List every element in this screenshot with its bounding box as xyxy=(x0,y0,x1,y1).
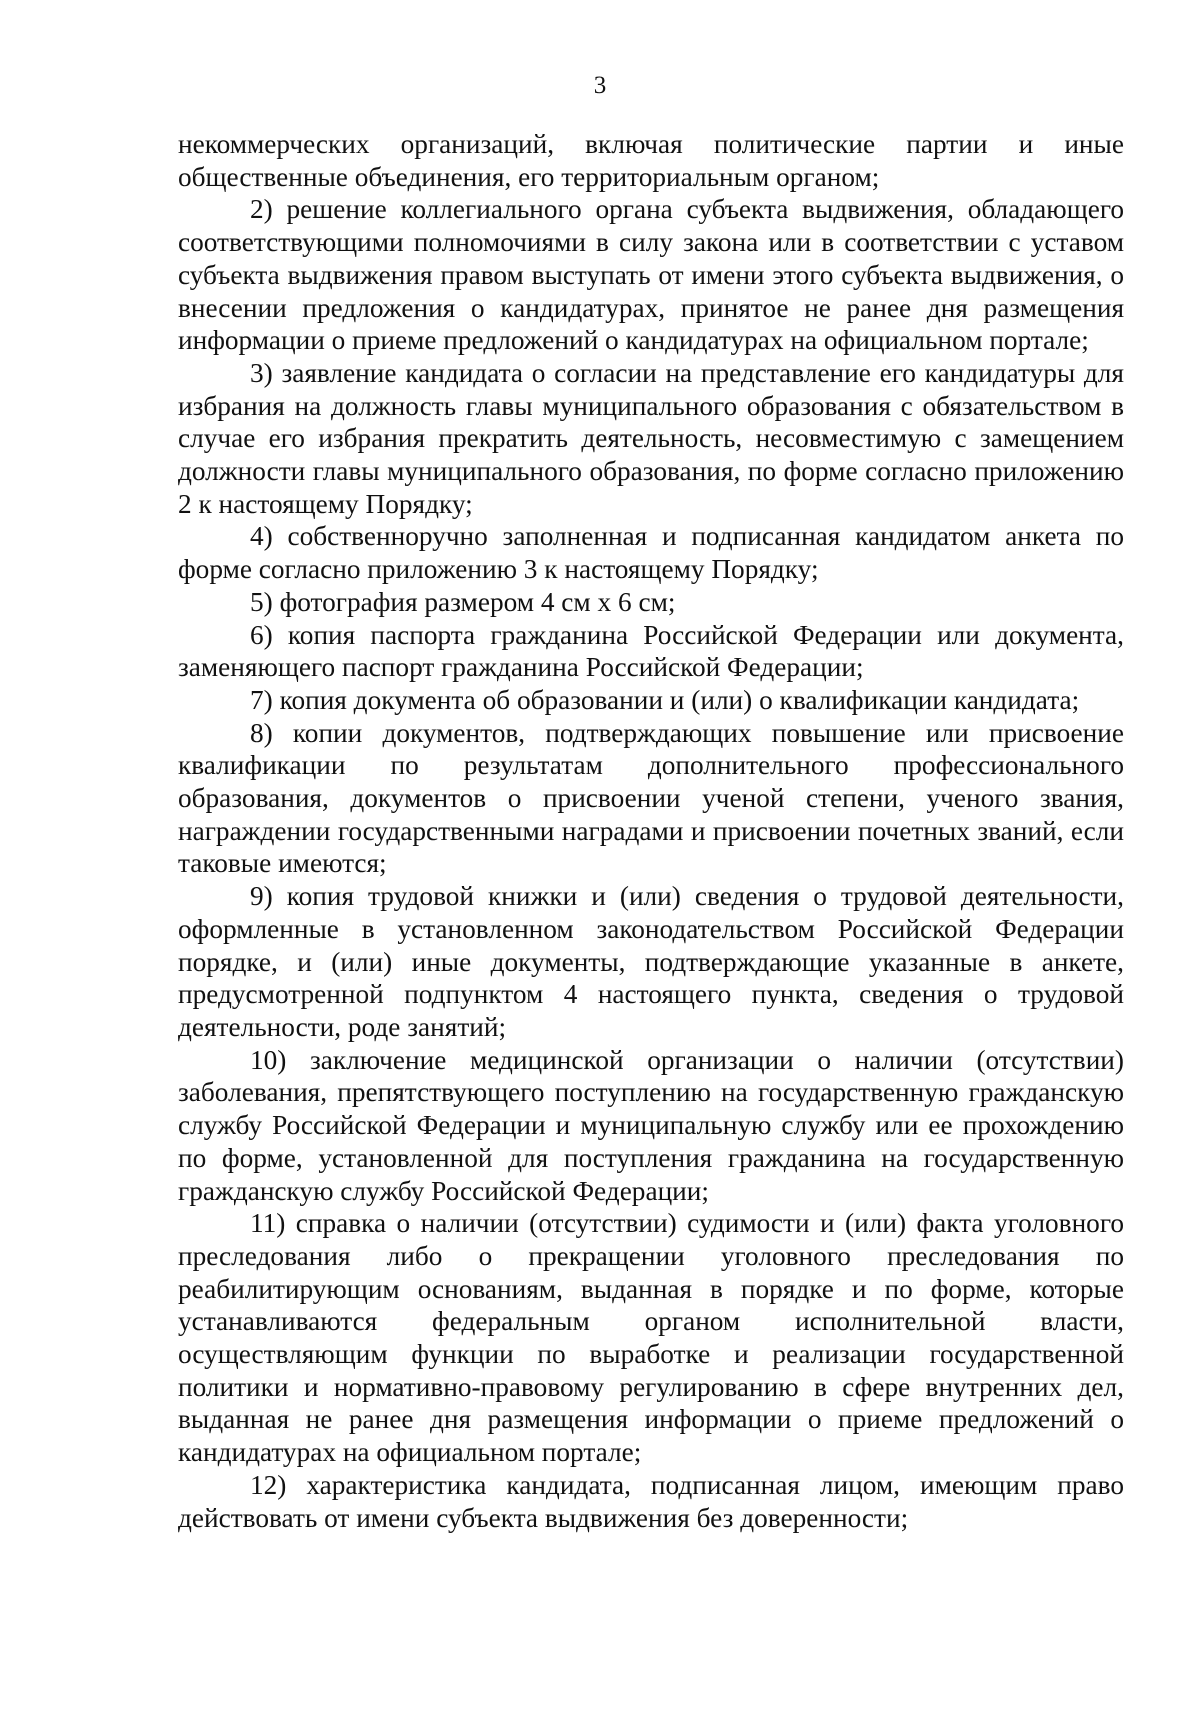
list-item-11: 11) справка о наличии (отсутствии) судимости и (или) факта уголовного преследования либо о прекращении уголовного преследования по реабилитирующим основаниям, выданная в порядке и по форме, которые устанавливаются федеральным органом исполнительной власти, осуществляющим функции по выработке и реализации государственной политики и нормативно-правовому регулированию в сфере внутренних дел, выданная не ранее дня размещения информации о приеме предложений о кандидатурах на официальном портале; xyxy=(178,1208,1124,1468)
list-item-9: 9) копия трудовой книжки и (или) сведения о трудовой деятельности, оформленные в установленном законодательством Российской Федерации порядке, и (или) иные документы, подтверждающие указанные в анкете, предусмотренной подпунктом 4 настоящего пункта, сведения о трудовой деятельности, роде занятий; xyxy=(178,881,1124,1042)
list-item-7: 7) копия документа об образовании и (или) о квалификации кандидата; xyxy=(250,684,1080,715)
paragraph-continuation: некоммерческих организаций, включая политические партии и иные общественные объединения, его территориальным органом; xyxy=(178,129,1124,192)
list-item-6: 6) копия паспорта гражданина Российской Федерации или документа, заменяющего паспорт гражданина Российской Федерации; xyxy=(178,619,1124,683)
list-item-4: 4) собственноручно заполненная и подписанная кандидатом анкета по форме согласно приложению 3 к настоящему Порядку; xyxy=(178,521,1124,585)
list-item-2: 2) решение коллегиального органа субъекта выдвижения, обладающего соответствующими полномочиями в силу закона или в соответствии с уставом субъекта выдвижения правом выступать от имени этого субъекта выдвижения, о внесении предложения о кандидатурах, принятое не ранее дня размещения информации о приеме предложений о кандидатурах на официальном портале; xyxy=(178,194,1124,356)
list-item-8: 8) копии документов, подтверждающих повышение или присвоение квалификации по результатам дополнительного профессионального образования, документов о присвоении ученой степени, ученого звания, награждении государственными наградами и присвоении почетных званий, если таковые имеются; xyxy=(178,717,1124,879)
list-item-10: 10) заключение медицинской организации о наличии (отсутствии) заболевания, препятствующего поступлению на государственную гражданскую службу Российской Федерации и муниципальную службу или ее прохождению по форме, установленной для поступления гражданина на государственную гражданскую службу Российской Федерации; xyxy=(178,1044,1124,1206)
list-item-3: 3) заявление кандидата о согласии на представление его кандидатуры для избрания на должность главы муниципального образования с обязательством в случае его избрания прекратить деятельность, несовместимую с замещением должности главы муниципального образования, по форме согласно приложению 2 к настоящему Порядку; xyxy=(178,357,1124,519)
page-number: 3 xyxy=(593,72,607,99)
document-body xyxy=(178,128,1124,1534)
list-item-12: 12) характеристика кандидата, подписанная лицом, имеющим право действовать от имени субъекта выдвижения без доверенности; xyxy=(178,1469,1124,1533)
list-item-5: 5) фотография размером 4 см х 6 см; xyxy=(250,586,676,617)
